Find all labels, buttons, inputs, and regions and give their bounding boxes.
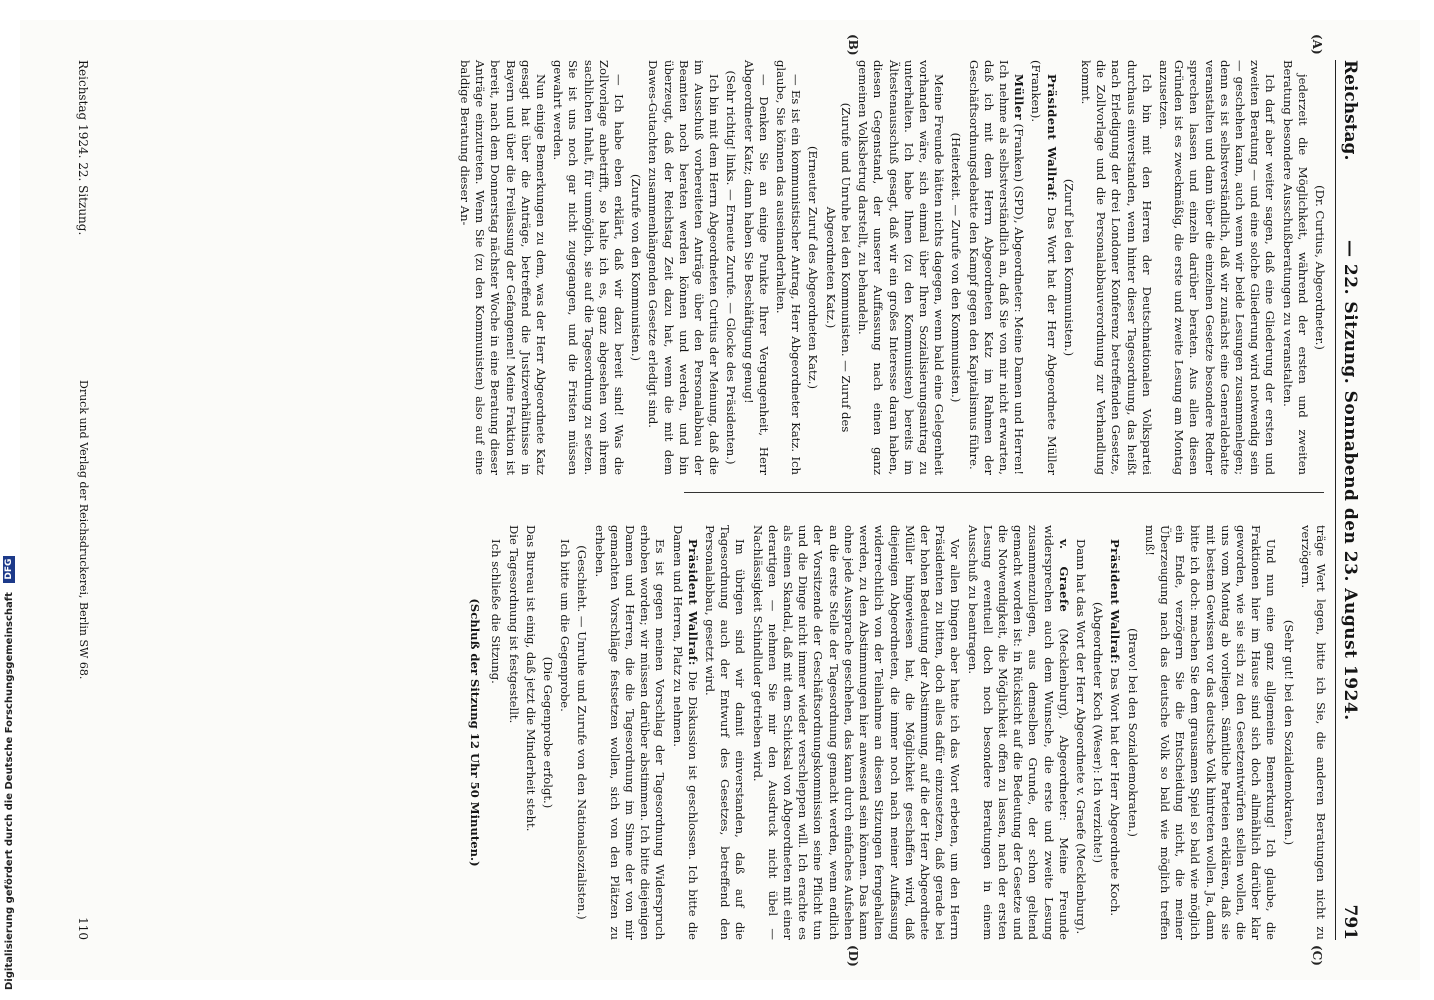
paragraph-text: Das Wort hat der Herr Abgeordnete Koch. [1108,667,1123,917]
text-paragraph [505,525,520,940]
digitization-notice [3,556,15,990]
text-paragraph [773,60,803,475]
interjection [948,60,963,475]
paragraph-text: (Abgeordneter Koch (Weser): Ich verzichte!) [1091,601,1106,864]
paragraph-text: jederzeit die Möglichkeit, während der ersten und zweiten Beratung besondere Ausschußberatungen zu veranstalten. [1280,60,1310,475]
text-paragraph [550,60,626,475]
paragraph-text: Die Tagesordnung ist festgestellt. [506,525,521,724]
text-paragraph [749,525,962,940]
paragraph-text: (Schluß der Sitzung 12 Uhr 50 Minuten.) [468,598,483,867]
interjection [1280,525,1295,940]
digitization-notice-text: Digitalisierung gefördert durch die Deutsche Forschungsgemeinschaft [4,592,15,990]
session-end-note [467,525,482,940]
text-paragraph [855,60,946,475]
paragraph-text: (Sehr gut! bei den Sozialdemokraten.) [1281,619,1296,846]
left-column [458,60,1328,476]
paragraph-text: Ich bin mit dem Herrn Abgeordneten Curtius der Meinung, daß die im Ausschuß vorbereiteten Anträge über den Personalabbau der Beamten noch beraten werden können und werden, und bin überzeugt, daß der Reichstag Zeit dazu hat, wenn die mit dem Dawes-Gutachten zusammenhängenden Gesetze erledigt sind. [646,60,722,475]
header-title: — 22. Sitzung. Sonnabend den 23. August 1924. [1340,240,1360,721]
paragraph-text: — Denken Sie an einige Punkte Ihrer Vergangenheit, Herr Abgeordneter Katz; dann haben Sie Beschäftigung genug! [741,60,771,475]
paragraph-text: (Dr. Curtius, Abgeordneter.) [1313,185,1327,350]
paragraph-text: Das Bureau ist einig, daß jetzt die Minderheit steht. [523,525,538,832]
scanned-page [20,20,1420,980]
paragraph-text: Vor allen Dingen aber hatte ich das Wort erbeten, um den Herrn Präsidenten zu bitten, doch alles dafür einzusetzen, daß gerade bei der hohen Bedeutung der Abstimmung, auf die der Herr Abgeordnete Müller hingewiesen hat, die Möglichkeit geschaffen wird, daß diejenigen Abgeordneten, die immer noch nach meiner Auffassung widerrechtlich von der Teilnahme an diesen Sitzungen ferngehalten werden, zu den Abstimmungen hier anwesend sein können. Das kann ohne jede Aussprache geschehen, das kann durch einfaches Aufsehen an die erste Stelle der Tagesordnung gemacht werden, wenn endlich der Vorsitzende der Geschäftsordnungskommission seine Pflicht tun und die Dinge nicht immer wieder verschleppen will. Ich erachte es als einen Skandal, daß mit dem Schicksal von Abgeordneten mit einer derartigen — nehmen Sie mir den Ausdruck nicht übel — Nachlässigkeit Schindluder getrieben wird. [750,525,963,940]
interjection [1090,525,1105,940]
interjection [574,525,589,940]
header-page-number: 791 [1340,904,1360,940]
text-paragraph [1298,525,1328,940]
right-column [468,525,1328,940]
paragraph-text: Dann hat das Wort der Herr Abgeordnete v. Graefe (Mecklenburg). [1073,539,1088,935]
text-paragraph [523,525,538,940]
margin-mark-a: (A) [1310,34,1324,55]
interjection [1124,525,1139,940]
text-paragraph [557,525,572,940]
paragraph-text: (Bravo! bei den Sozialdemokraten.) [1125,628,1140,837]
footer-page-number: 110 [76,917,90,940]
paragraph-text: Ich schließe die Sitzung. [489,539,504,684]
speaker-name: Präsident Wallraf: [1044,74,1059,202]
paragraph-text: (Zurufe und Unruhe bei den Kommunisten. — Zuruf des Abgeordneten Katz.) [823,102,853,433]
paragraph-text: (Zuruf bei den Kommunisten.) [1061,178,1076,357]
interjection [540,525,555,940]
paragraph-text: Meine Freunde hätten nichts dagegen, wenn bald eine Gelegenheit vorhanden wäre, sich einmal über Ihren Sozialisierungsantrag zu unterhalten. Ich habe Ihnen (zu den Kommunisten) bereits im Ältestenausschuß gesagt, daß wir ein großes Interesse daran haben, diesen Gegenstand, der unserer Auffassung nach einen ganz gemeinen Volksbetrug darstellt, zu behandeln. [856,60,947,475]
paragraph-text: (Zurufe von den Kommunisten.) [629,173,644,362]
footer-session: Reichstag 1924. 22. Sitzung. [76,60,90,236]
margin-mark-b: (B) [846,34,860,56]
paragraph-text: Das Wort hat der Herr Abgeordnete Müller (Franken). [1029,60,1059,476]
text-paragraph [591,525,667,940]
text-paragraph [1078,60,1154,475]
paragraph-text: (Geschieht. — Unruhe und Zurufe von den Nationalsozialisten.) [575,545,590,920]
paragraph-text: (Heiterkeit. — Zurufe von den Kommunisten.) [949,132,964,403]
speech-paragraph [669,525,699,940]
interjection [628,60,643,475]
paragraph-text: Ich bin mit den Herren der Deutschnationalen Volkspartei durchaus einverstanden, wenn hinter dieser Tagesordnung, das heißt nach Erledigung der drei Londoner Konferenz betreffenden Gesetze, die Zollvorlage und die Personalabbauverordnung zur Verhandlung kommt. [1078,60,1154,475]
paragraph-text: Ich bitte um die Gegenprobe. [558,539,573,712]
text-paragraph [1142,525,1279,940]
text-paragraph [488,525,503,940]
header-left: Reichstag. [1340,60,1360,161]
dfg-logo: DFG [3,556,15,583]
text-paragraph [457,60,548,475]
interjection [823,60,853,475]
column-divider [684,492,1324,493]
speaker-name: Müller [1012,74,1027,120]
paragraph-text: (Franken) (SPD), Abgeordneter: Meine Damen und Herren! Ich nehme als selbstverständlich an, daß Sie von mir nicht erwarten, daß ich mit dem Herrn Abgeordneten Katz im Rahmen der Geschäftsordnungsdebatte den Kampf gegen den Kapitalismus führe. [966,60,1027,475]
paragraph-text: Nun einige Bemerkungen zu dem, was der Herr Abgeordnete Katz gesagt hat über die Anträge, betreffend die Justizverhältnisse in Bayern und über die Freilassung der Gefangenen! Meine Fraktion ist bereit, nach dem Donnerstag nächster Woche in eine Beratung dieser Anträge einzutreten. Wenn Sie (zu den Kommunisten) also auf eine baldige Beratung dieser An- [458,60,549,475]
speech-paragraph [965,60,1026,475]
speech-paragraph [964,525,1070,940]
paragraph-text: Es ist gegen meinen Vorschlag der Tagesordnung Widerspruch erhoben worden; wir müssen darüber abstimmen. Ich bitte diejenigen Damen und Herren, die die Tagesordnung im Sinne der von mir gemachten Vorschläge festsetzen wollen, sich von den Plätzen zu erheben. [592,525,668,940]
text-paragraph [740,60,770,475]
speech-paragraph [1028,60,1058,475]
paragraph-text: (Die Gegenprobe erfolgt.) [541,656,556,809]
speaker-name: Präsident Wallraf: [685,539,700,666]
speaker-name: Präsident Wallraf: [1108,539,1123,664]
speech-paragraph [1107,525,1122,940]
paragraph-text: Ich darf aber weiter sagen, daß eine Gliederung der ersten und zweiten Beratung — und eine solche Gliederung wird notwendig sein — geschehen kann, auch wenn wir beide Lesungen zusammenlegen; denn es ist selbstverständlich, daß wir zunächst eine Generaldebatte veranstalten und dann über die einzelnen Gesetze besondere Redner sprechen lassen und einzeln darüber beraten. Aus allen diesen Gründen ist es zweckmäßig, die erste und zweite Lesung am Montag anzusetzen. [1156,60,1278,475]
paragraph-text: (Erneuter Zuruf des Abgeordneten Katz.) [806,145,821,390]
text-paragraph [1073,525,1088,940]
page-header [1335,60,1358,940]
text-paragraph [645,60,721,475]
margin-mark-d: (D) [846,945,860,967]
text-paragraph [1279,60,1309,475]
paragraph-text: träge Wert legen, bitte ich Sie, die anderen Beratungen nicht zu verzögern. [1298,525,1328,940]
paragraph-text: (Mecklenburg), Abgeordneter: Meine Freunde widersprechen auch dem Wunsche, die erste und zweite Lesung zusammenzulegen, aus demselben Grunde, der schon geltend gemacht worden ist: in Rücksicht auf die Bedeutung der Gesetze und die Notwendigkeit, die Möglichkeit offen zu lassen, nach der ersten Lesung eventuell doch noch besondere Beratungen in einem Ausschuß zu beantragen. [965,525,1071,940]
paragraph-text: Die Diskussion ist geschlossen. Ich bitte die Damen und Herren, Platz zu nehmen. [670,525,700,940]
interjection [1312,60,1327,475]
interjection [1061,60,1076,475]
footer-imprint: Druck und Verlag der Reichsdruckerei, Berlin SW 68. [77,380,90,680]
text-paragraph [1156,60,1278,475]
paragraph-text: Im übrigen sind wir damit einverstanden, daß auf die Tagesordnung auch der Entwurf des Gesetzes, betreffend den Personalabbau, gesetzt wird. [703,525,748,940]
text-paragraph [702,525,748,940]
paragraph-text: (Sehr richtig! links. — Erneute Zurufe. — Glocke des Präsidenten.) [724,70,739,465]
interjection [723,60,738,475]
paragraph-text: Und nun eine ganz allgemeine Bemerkung! Ich glaube, die Fraktionen hier im Hause sind sich doch allmählich darüber klar geworden, wie sie sich zu den Gesetzentwürfen stellen wollen, die uns vom Montag ab vorliegen. Sämtliche Parteien erklären, daß sie mit bestem Gewissen vor das deutsche Volk hintreten wollen. Ja, dann bitte ich doch: machen Sie dem grausamen Spiel so bald wie möglich ein Ende, verzögern Sie die Entscheidung nicht, die meiner Überzeugung nach das deutsche Volk so bald wie möglich treffen muß! [1142,525,1279,940]
paragraph-text: — Ich habe eben erklärt, daß wir dazu bereit sind! Was die Zollvorlage anbetrifft, so halte ich es, ganz abgesehen von ihrem sachlichen Inhalt, für unmöglich, sie auf die Tagesordnung zu setzen. Sie ist uns noch gar nicht zugegangen, und die Fristen müssen gewahrt werden. [551,60,627,475]
interjection [805,60,820,475]
paragraph-text: — Es ist ein kommunistischer Antrag, Herr Abgeordneter Katz. Ich glaube, Sie können das auseinanderhalten. [774,60,804,475]
margin-mark-c: (C) [1310,945,1324,966]
speaker-name: v. Graefe [1056,539,1071,613]
